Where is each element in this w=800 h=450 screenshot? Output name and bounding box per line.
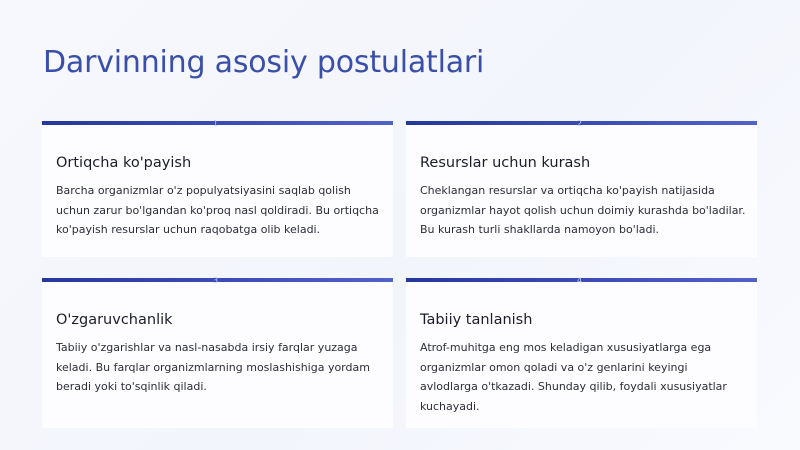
card-text: Tabiiy o'zgarishlar va nasl-nasabda irsiy farqlar yuzaga keladi. Bu farqlar organizmlarning moslashishiga yordam beradi yoki to'sqinlik qiladi. [56, 341, 370, 393]
card-number: 2 [577, 119, 583, 128]
card-heading: Tabiiy tanlanish [420, 312, 533, 328]
card-heading: Ortiqcha ko'payish [56, 155, 192, 171]
card-heading: Resurslar uchun kurash [420, 155, 591, 171]
card-heading: O'zgaruvchanlik [56, 312, 173, 328]
postulate-card-natural-selection [406, 278, 757, 428]
card-number: 1 [213, 119, 219, 128]
slide-title: Darvinning asosiy postulatlari [43, 45, 485, 80]
card-number: 3 [213, 276, 219, 285]
postulate-card-overproduction [42, 121, 393, 257]
postulate-card-variation [42, 278, 393, 428]
card-text: Atrof-muhitga eng mos keladigan xususiyatlarga ega organizmlar omon qoladi va o'z genlarini keyingi avlodlarga o'tkazadi. Shunday qilib, foydali xususiyatlar kuchayadi. [420, 341, 727, 413]
card-number: 4 [577, 276, 583, 285]
postulate-card-struggle [406, 121, 757, 257]
card-text: Barcha organizmlar o'z populyatsiyasini saqlab qolish uchun zarur bo'lgandan ko'proq nasl qoldiradi. Bu ortiqcha ko'payish resurslar uchun raqobatga olib keladi. [56, 184, 379, 236]
card-text: Cheklangan resurslar va ortiqcha ko'payish natijasida organizmlar hayot qolish uchun doimiy kurashda bo'ladilar. Bu kurash turli shakllarda namoyon bo'ladi. [420, 184, 746, 236]
